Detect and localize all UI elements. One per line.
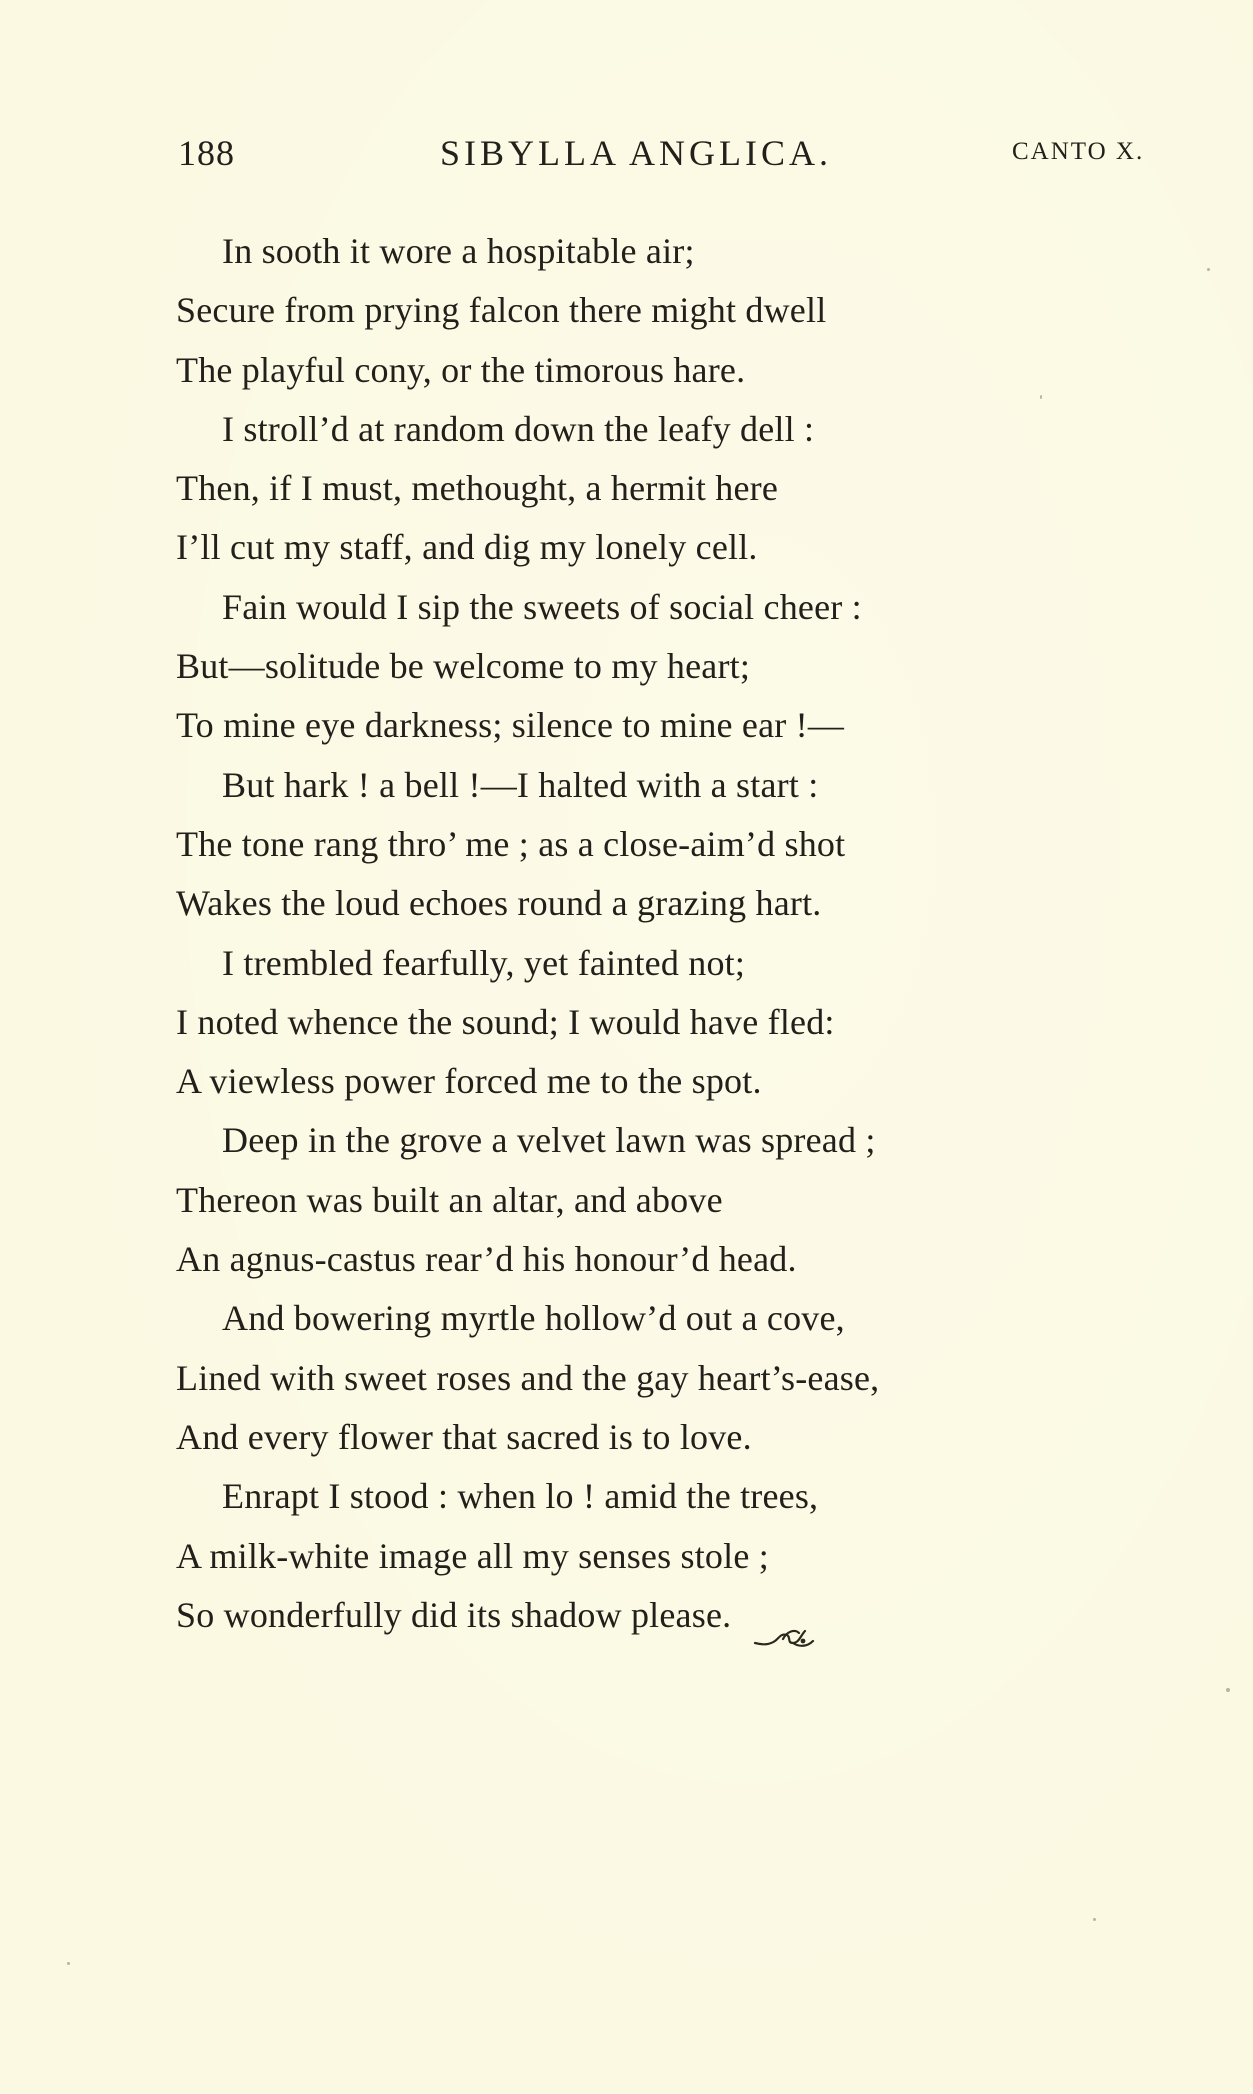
- poem-line-text: But hark ! a bell !—I halted with a start :: [222, 764, 819, 805]
- poem-line: [176, 1349, 1176, 1408]
- poem-line: [176, 815, 1176, 874]
- poem-line-text: But—solitude be welcome to my heart;: [176, 646, 751, 687]
- poem-line: [176, 518, 1176, 577]
- poem-line: [176, 1467, 1176, 1526]
- poem-line-text: Fain would I sip the sweets of social cheer :: [222, 586, 862, 627]
- paper-speck: [1040, 395, 1042, 399]
- poem-line: [176, 1052, 1176, 1111]
- poem-line: [176, 1289, 1176, 1348]
- poem-line-text: A milk-white image all my senses stole ;: [176, 1535, 769, 1576]
- poem-line-text: To mine eye darkness; silence to mine ear !—: [176, 705, 845, 746]
- poem-line: [176, 1171, 1176, 1230]
- poem-line: [176, 222, 1176, 281]
- poem-line: [176, 934, 1176, 993]
- poem-line-text: Lined with sweet roses and the gay heart’s-ease,: [176, 1357, 880, 1398]
- poem-line-text: I stroll’d at random down the leafy dell :: [222, 408, 815, 449]
- poem-line-text: An agnus-castus rear’d his honour’d head.: [176, 1239, 797, 1280]
- poem-line-text: Deep in the grove a velvet lawn was spread ;: [222, 1120, 876, 1161]
- poem-line: [176, 341, 1176, 400]
- poem-line-text: In sooth it wore a hospitable air;: [222, 231, 695, 271]
- poem-line-text: Then, if I must, methought, a hermit here: [176, 468, 779, 509]
- poem-line: [176, 1586, 1176, 1645]
- poem-line: [176, 1230, 1176, 1289]
- poem-line: [176, 281, 1176, 340]
- page-number: 188: [178, 133, 235, 173]
- poem-line: [176, 1408, 1176, 1467]
- tailpiece-ornament-icon: [753, 1610, 815, 1640]
- paper-speck: [1207, 268, 1210, 271]
- poem-line-text: And bowering myrtle hollow’d out a cove,: [222, 1298, 845, 1339]
- poem-line-text: Enrapt I stood : when lo ! amid the trees,: [222, 1476, 819, 1517]
- poem-line: [176, 756, 1176, 815]
- poem-line-text: I noted whence the sound; I would have fled:: [176, 1001, 835, 1042]
- poem-line-text: I trembled fearfully, yet fainted not;: [222, 942, 746, 983]
- running-header: [0, 132, 1253, 182]
- poem-line: [176, 696, 1176, 755]
- poem-line: [176, 993, 1176, 1052]
- poem-line-text: The playful cony, or the timorous hare.: [176, 349, 746, 390]
- poem-line: [176, 459, 1176, 518]
- paper-speck: [1093, 1918, 1096, 1921]
- poem-line: [176, 1527, 1176, 1586]
- canto-label: CANTO X.: [1012, 138, 1145, 165]
- poem-line-text: I’ll cut my staff, and dig my lonely cell.: [176, 527, 758, 568]
- poem-line-text: The tone rang thro’ me ; as a close-aim’d shot: [176, 823, 846, 864]
- poem-line-text: So wonderfully did its shadow please.: [176, 1594, 732, 1635]
- poem-line-text: Secure from prying falcon there might dwell: [176, 290, 827, 331]
- poem-line: [176, 400, 1176, 459]
- running-title: SIBYLLA ANGLICA.: [440, 133, 833, 173]
- poem-line-text: A viewless power forced me to the spot.: [176, 1061, 762, 1102]
- poem-line-text: And every flower that sacred is to love.: [176, 1416, 752, 1457]
- paper-speck: [1226, 1688, 1230, 1692]
- poem-line-text: Wakes the loud echoes round a grazing hart.: [176, 883, 822, 924]
- poem-text: [176, 222, 1176, 1645]
- poem-line: [176, 637, 1176, 696]
- poem-line: [176, 578, 1176, 637]
- poem-line-text: Thereon was built an altar, and above: [176, 1179, 723, 1220]
- poem-line: [176, 1111, 1176, 1170]
- paper-speck: [67, 1962, 70, 1965]
- poem-line: [176, 874, 1176, 933]
